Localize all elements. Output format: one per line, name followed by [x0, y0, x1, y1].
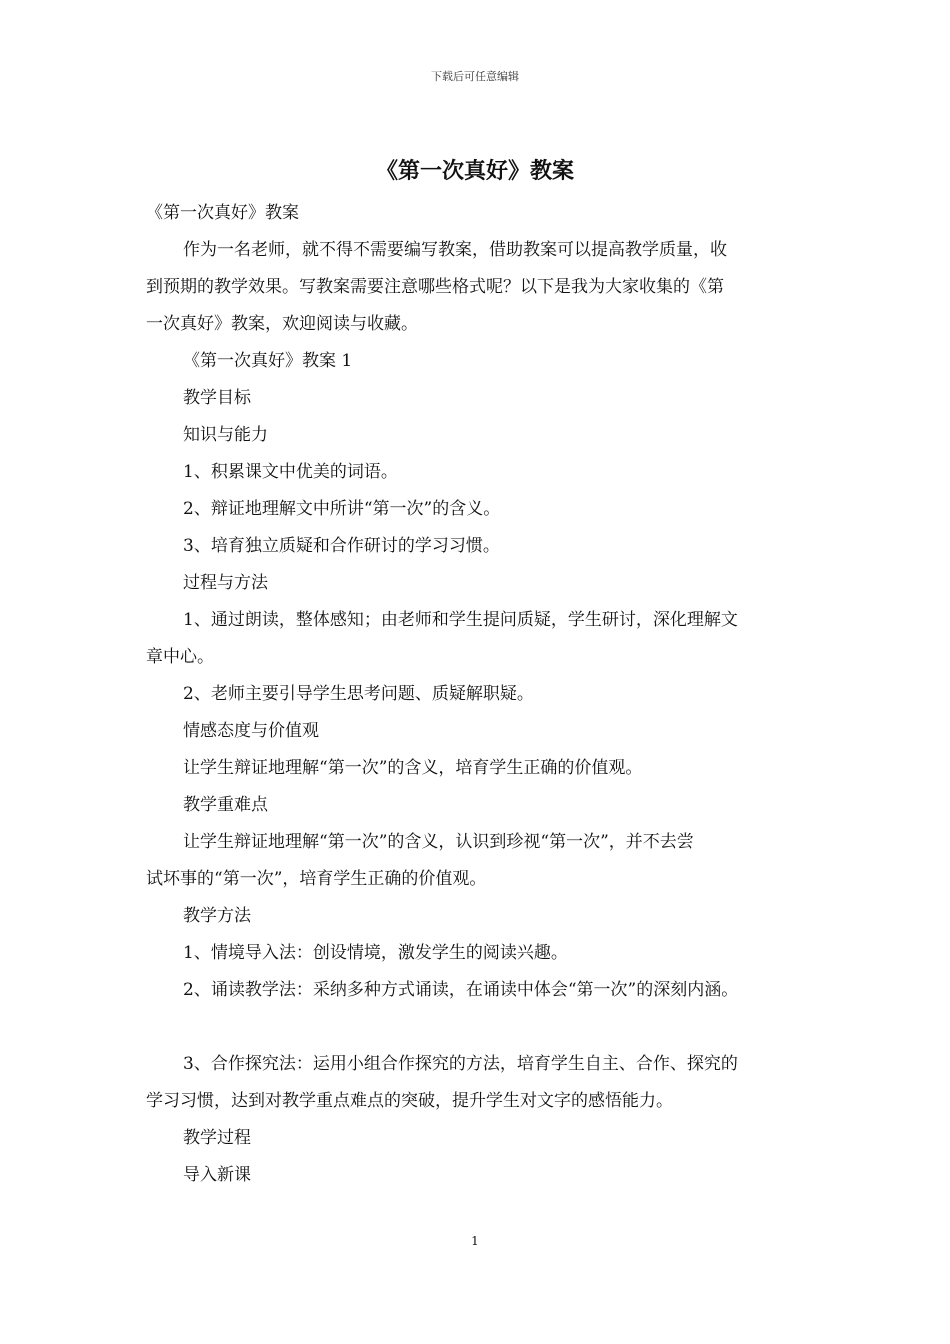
intro-heading: 《第一次真好》教案: [146, 203, 299, 223]
list-item: 3、合作探究法：运用小组合作探究的方法，培育学生自主、合作、探究的: [183, 1054, 738, 1074]
list-item: 2、辩证地理解文中所讲“第一次”的含义。: [183, 499, 501, 519]
subsection-heading: 过程与方法: [183, 573, 268, 593]
list-item: 1、情境导入法：创设情境，激发学生的阅读兴趣。: [183, 943, 568, 963]
paragraph-line: 让学生辩证地理解“第一次”的含义，培育学生正确的价值观。: [183, 758, 643, 778]
paragraph-line: 让学生辩证地理解“第一次”的含义，认识到珍视“第一次”，并不去尝: [183, 832, 694, 852]
list-item: 3、培育独立质疑和合作研讨的学习习惯。: [183, 536, 500, 556]
list-item-continuation: 章中心。: [146, 647, 214, 667]
page-header-note: 下载后可任意编辑: [431, 70, 519, 83]
page-number: 1: [471, 1234, 479, 1248]
section-heading: 《第一次真好》教案 1: [183, 351, 353, 371]
subsection-heading: 教学方法: [183, 906, 251, 926]
list-item: 2、老师主要引导学生思考问题、质疑解职疑。: [183, 684, 534, 704]
subsection-heading: 情感态度与价值观: [183, 721, 319, 741]
intro-paragraph-line: 一次真好》教案，欢迎阅读与收藏。: [146, 314, 418, 334]
list-item: 1、通过朗读，整体感知；由老师和学生提问质疑，学生研讨，深化理解文: [183, 610, 738, 630]
subsection-heading: 知识与能力: [183, 425, 268, 445]
intro-paragraph-line: 作为一名老师，就不得不需要编写教案，借助教案可以提高教学质量，收: [183, 240, 727, 260]
intro-paragraph-line: 到预期的教学效果。写教案需要注意哪些格式呢？以下是我为大家收集的《第: [146, 277, 724, 297]
subsection-heading: 教学过程: [183, 1128, 251, 1148]
list-item-continuation: 学习习惯，达到对教学重点难点的突破，提升学生对文字的感悟能力。: [146, 1091, 673, 1111]
list-item: 2、诵读教学法：采纳多种方式诵读，在诵读中体会“第一次”的深刻内涵。: [183, 980, 739, 1000]
subsection-heading: 教学重难点: [183, 795, 268, 815]
list-item: 1、积累课文中优美的词语。: [183, 462, 398, 482]
document-title: 《第一次真好》教案: [375, 158, 574, 184]
paragraph-line: 试坏事的“第一次”，培育学生正确的价值观。: [146, 869, 487, 889]
subsection-heading: 教学目标: [183, 388, 251, 408]
subsection-heading: 导入新课: [183, 1165, 251, 1185]
